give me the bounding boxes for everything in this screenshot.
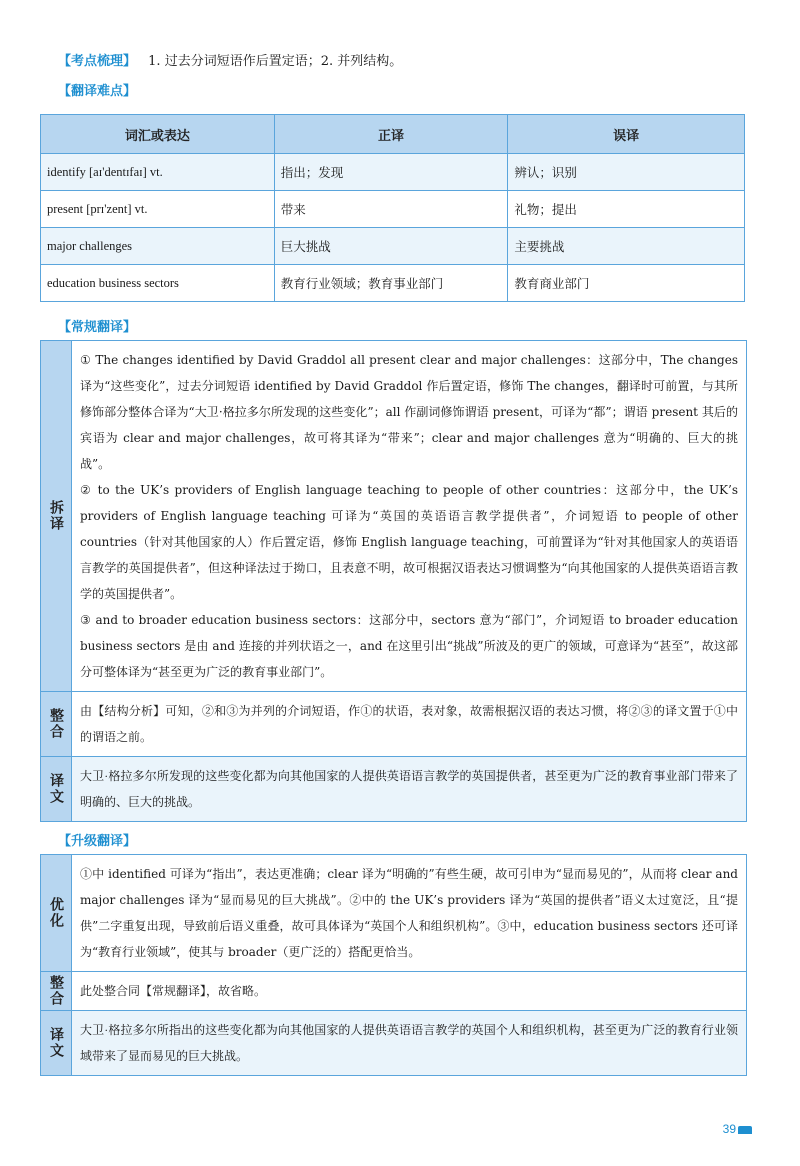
upgrade-translation-block — [40, 854, 747, 1076]
correct-cell: 教育行业领域；教育事业部门 — [274, 265, 508, 302]
upgrade-heading — [58, 830, 136, 849]
kaodian-text: 1. 过去分词短语作后置定语；2. 并列结构。 — [148, 54, 403, 69]
regular-tag: 【常规翻译】 — [58, 320, 137, 335]
col-header-wrong: 误译 — [508, 115, 745, 154]
you-content: ①中 identified 可译为“指出”，表达更准确；clear 译为“明确的”有些生硬，故可引申为“显而易见的”，从而将 clear and major challenges 译为“显而易见的巨大挑战”。②中的 the UK’s providers 译为“英国的提供者”语义太过宽泛，且“提供”二字重复出现，导致前后语义重叠，故可具体译为“英国个人和组织机构”。③中，education business sectors 还可译为“教育行业领域”，使其与 broader（更广泛的）搭配更恰当。 — [71, 855, 746, 972]
chai-label: 拆译 — [41, 341, 71, 692]
chai-paragraph-1: ① The changes identified by David Graddol all present clear and major challenges：这部分中，The changes 译为“这些变化”，过去分词短语 identified by David Graddol 作后置定语，修饰 The changes，翻译时可前置，与其所修饰部分整体合译为“大卫·格拉多尔所发现的这些变化”；all 作副词修饰谓语 present，可译为“都”；谓语 present 其后的宾语为 clear and major challenges，故可将其译为“带来”；clear and major challenges 意为“明确的、巨大的挑战”。 — [80, 353, 738, 471]
zheng-content-2: 此处整合同【常规翻译】，故省略。 — [71, 972, 746, 1011]
col-header-term: 词汇或表达 — [41, 115, 275, 154]
table-row — [41, 191, 745, 228]
page-number-text: 39 — [722, 1122, 736, 1136]
term-cell: education business sectors — [41, 265, 275, 302]
term-cell: major challenges — [41, 228, 275, 265]
kaodian-line — [58, 50, 402, 69]
col-header-correct: 正译 — [274, 115, 508, 154]
upgrade-tag: 【升级翻译】 — [58, 834, 137, 849]
correct-cell: 指出；发现 — [274, 154, 508, 191]
table-row — [41, 154, 745, 191]
zheng-label: 整合 — [41, 692, 71, 757]
regular-translation-block — [40, 340, 747, 822]
correct-cell: 带来 — [274, 191, 508, 228]
wrong-cell: 辨认；识别 — [508, 154, 745, 191]
you-label: 优化 — [41, 855, 71, 972]
yi-label-2: 译文 — [41, 1011, 71, 1075]
correct-cell: 巨大挑战 — [274, 228, 508, 265]
nandian-tag: 【翻译难点】 — [58, 84, 137, 99]
chai-content — [71, 341, 746, 692]
table-row — [41, 265, 745, 302]
yi-label: 译文 — [41, 757, 71, 821]
term-cell: present [prɪ'zent] vt. — [41, 191, 275, 228]
yi-content: 大卫·格拉多尔所发现的这些变化都为向其他国家的人提供英语语言教学的英国提供者，甚至更为广泛的教育事业部门带来了明确的、巨大的挑战。 — [71, 757, 746, 821]
chai-paragraph-2: ② to the UK’s providers of English language teaching to people of other countries：这部分中，the UK’s providers of English language teaching 可译为“英国的英语语言教学提供者”，介词短语 to people of other countries（针对其他国家的人）作后置定语，修饰 English language teaching，可前置译为“针对其他国家人的英语语言教学的英国提供者”，但这种译法过于拗口，且表意不明，故可根据汉语表达习惯调整为“向其他国家的人提供英语语言教学的英国提供者”。 — [80, 483, 738, 601]
zheng-label-2: 整合 — [41, 972, 71, 1011]
yi-content-2: 大卫·格拉多尔所指出的这些变化都为向其他国家的人提供英语语言教学的英国个人和组织机构，甚至更为广泛的教育行业领域带来了显而易见的巨大挑战。 — [71, 1011, 746, 1075]
nandian-line — [58, 80, 136, 99]
vocab-table — [40, 114, 745, 302]
table-row — [41, 228, 745, 265]
table-header-row — [41, 115, 745, 154]
wrong-cell: 教育商业部门 — [508, 265, 745, 302]
zheng-content: 由【结构分析】可知，②和③为并列的介词短语，作①的状语，表对象，故需根据汉语的表达习惯，将②③的译文置于①中的谓语之前。 — [71, 692, 746, 757]
kaodian-tag: 【考点梳理】 — [58, 54, 137, 69]
term-cell: identify [aɪ'dentɪfaɪ] vt. — [41, 154, 275, 191]
page-number — [723, 1122, 752, 1136]
wrong-cell: 礼物；提出 — [508, 191, 745, 228]
regular-heading — [58, 316, 136, 335]
chai-paragraph-3: ③ and to broader education business sectors：这部分中，sectors 意为“部门”，介词短语 to broader education business sectors 是由 and 连接的并列状语之一，and 在这里引出“挑战”所波及的更广的领域，可意译为“甚至”，故这部分可整体译为“甚至更为广泛的教育事业部门”。 — [80, 613, 738, 679]
book-icon — [738, 1126, 752, 1134]
wrong-cell: 主要挑战 — [508, 228, 745, 265]
